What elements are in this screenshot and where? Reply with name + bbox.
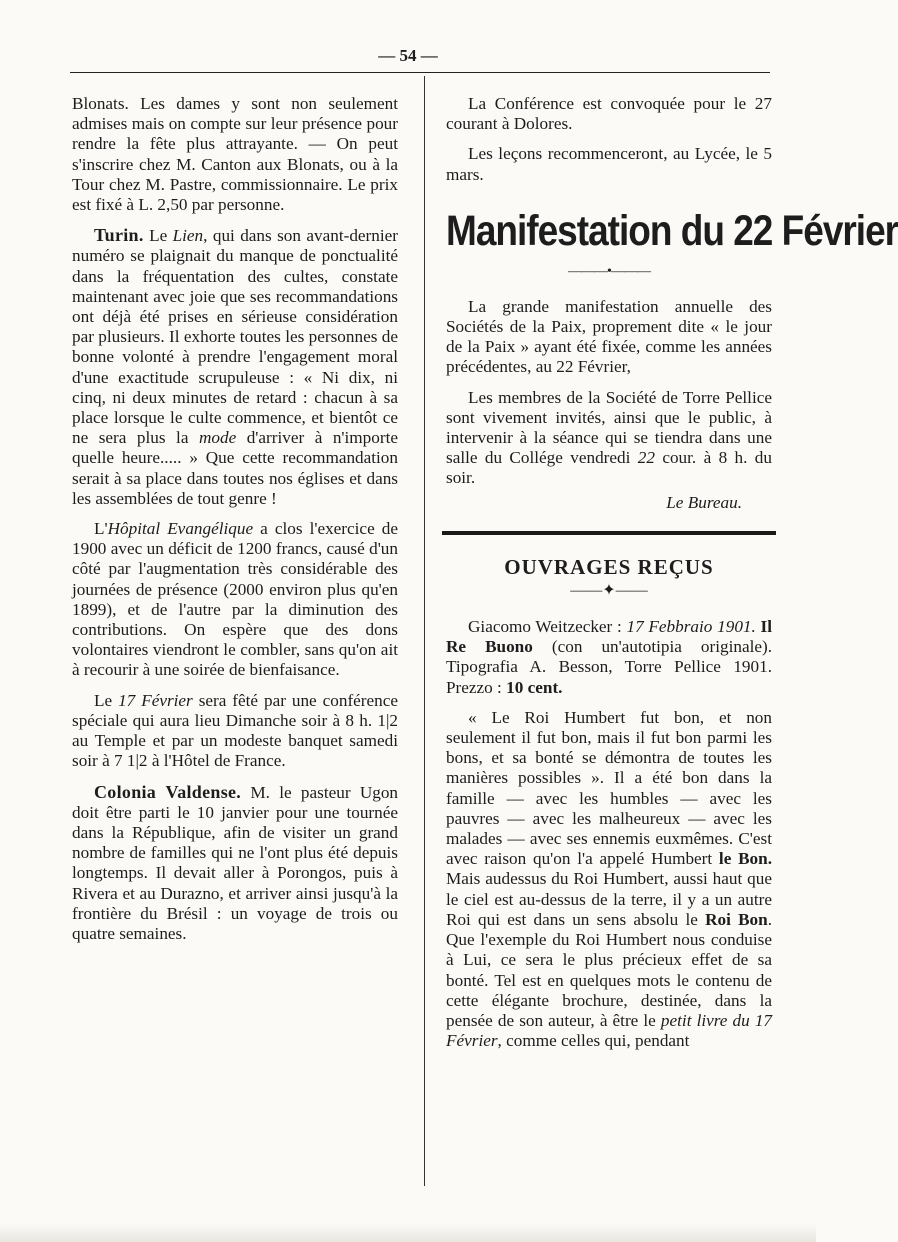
colonia-lead: Colonia Valdense.	[94, 781, 242, 802]
ouvrages-heading: OUVRAGES REÇUS	[504, 554, 714, 579]
left-column	[72, 94, 398, 954]
fevrier-text-b: sera fêté par une conférence spéciale qui aura lieu Dimanche soir à 8 h. 1|2 au Temple et par un modeste banquet samedi soir à 7 1|2 à l'Hôtel de France.	[72, 690, 398, 771]
invitation-text-b: cour. à 8 h. du soir.	[446, 448, 772, 488]
turin-lead: Turin.	[94, 225, 144, 246]
review-roi-bon: Roi Bon	[705, 909, 768, 929]
page-number: — 54 —	[378, 46, 438, 65]
review-text-b: Mais audessus du Roi Humbert, aussi haut que le ciel est au-dessus de la terre, il y a un autre Roi qui est dans un sens absolu le	[446, 869, 772, 929]
paragraph-review	[446, 708, 772, 1051]
paragraph-manifestation: La grande manifestation annuelle des Sociétés de la Paix, proprement dite « le jour de la Paix » ayant été fixée, comme les années précédentes, au 22 Février,	[446, 296, 772, 377]
paragraph-17-fevrier	[72, 691, 398, 772]
right-column	[446, 94, 898, 1061]
paragraph-hopital	[72, 519, 398, 681]
book-author: Giacomo Weitzecker :	[468, 617, 627, 637]
heading-ornament: ——✦——	[570, 582, 648, 600]
invitation-date: 22	[637, 448, 655, 468]
turin-text-a: Le	[143, 226, 173, 246]
paragraph-invitation	[446, 388, 772, 489]
paragraph-colonia	[72, 782, 398, 945]
review-petit-livre: petit livre du 17 Février	[446, 1010, 773, 1051]
lien-title: Lien	[172, 226, 204, 246]
mode-word: mode	[198, 428, 237, 448]
paragraph-blonats: Blonats. Les dames y sont non seulement admises mais on compte sur leur présence pour rendre la fête plus attrayante. — On peut s'inscrire chez M. Canton aux Blonats, ou à la Tour chez M. Pastre, commissionnaire. Le prix est fixé à L. 2,50 par personne.	[72, 94, 398, 215]
hopital-text-b: a clos l'exercice de 1900 avec un déficit de 1200 francs, causé d'un côté par l'augmentation très considérable des journées de présence (2000 environ plus qu'en 1899), et de l'autre par la diminution des contributions. On espère que des dons volontaires viendront le combler, sans qu'on ait à recourir à une soirée de bienfaisance.	[72, 519, 398, 680]
scan-edge	[0, 1224, 816, 1242]
review-text-d: , comme celles qui, pendant	[497, 1031, 690, 1051]
colonia-text: M. le pasteur Ugon doit être parti le 10 janvier pour une tournée dans la République, afin de visiter un grand nombre de familles qui ne l'ont plus été depuis longtemps. Il devait aller à Porongos, puis à Rivera et au Durazno, et arriver ainsi jusqu'à la frontière du Brésil : un voyage de trois ou quatre semaines.	[72, 782, 399, 943]
turin-text-b: , qui dans son avant-dernier numéro se plaignait du manque de ponctualité dans la fréquentation des cultes, constate maintenant avec joie que ses recommandations ont déjà été prises en sérieuse considération par plusieurs. Il exhorte toutes les personnes de bonne volonté à prendre l'engagement moral d'une exactitude scrupuleuse : « Ni dix, ni cinq, ni deux minutes de retard : chacun à sa place lorsque le culte commence, et bientôt ce ne sera plus la	[72, 226, 398, 448]
title-ornament: ———•———	[568, 263, 650, 279]
book-date: 17 Febbraio 1901.	[626, 617, 756, 637]
invitation-text-a: Les membres de la Société de Torre Pellice sont vivement invités, ainsi que le public, à intervenir à la séance qui se tiendra dans une salle du Collége vendredi	[446, 387, 772, 468]
turin-text-c: d'arriver à n'importe quelle heure..... » Que cette recommandation serait à sa place dans toutes nos églises et dans les assemblées de tout genre !	[72, 428, 398, 508]
paragraph-book-entry	[446, 617, 772, 698]
header-rule	[70, 72, 770, 73]
paragraph-turin	[72, 225, 398, 509]
manifestation-title: Manifestation du 22 Février	[446, 206, 898, 254]
book-price: 10 cent.	[506, 677, 563, 697]
paragraph-conference: La Conférence est convoquée pour le 27 courant à Dolores.	[446, 94, 772, 134]
review-text-c: . Que l'exemple du Roi Humbert nous conduise à Lui, ce sera le plus précieux effet de sa bonté. Tel est en quelques mots le contenu de cette élégante brochure, destinée, dans la pensée de son auteur, à être le	[446, 909, 772, 1030]
book-details: (con un'autotipia originale). Tipografia A. Besson, Torre Pellice 1901. Prezzo :	[446, 637, 772, 697]
review-text-a: « Le Roi Humbert fut bon, et non seulement il fut bon, mais il fut bon parmi les bons, et sa bonté se démontra de toutes les manières possibles ». Il a été bon dans la famille — avec les humbles — avec les pauvres — avec les malheureux — avec les malades — avec ses ennemis euxmêmes. C'est avec raison qu'on l'a appelé Humbert	[446, 707, 772, 869]
review-le-bon: le Bon.	[718, 849, 772, 869]
column-divider	[424, 76, 425, 1186]
hopital-name: Hôpital Evangélique	[107, 519, 254, 539]
section-rule	[442, 531, 776, 535]
fevrier-text-a: Le	[94, 690, 119, 710]
paragraph-lecons: Les leçons recommenceront, au Lycée, le 5 mars.	[446, 144, 772, 184]
book-title: Il Re Buono	[446, 617, 773, 657]
fevrier-date: 17 Février	[118, 690, 193, 710]
hopital-text-a: L'	[94, 519, 108, 539]
signature: Le Bureau.	[666, 492, 742, 512]
